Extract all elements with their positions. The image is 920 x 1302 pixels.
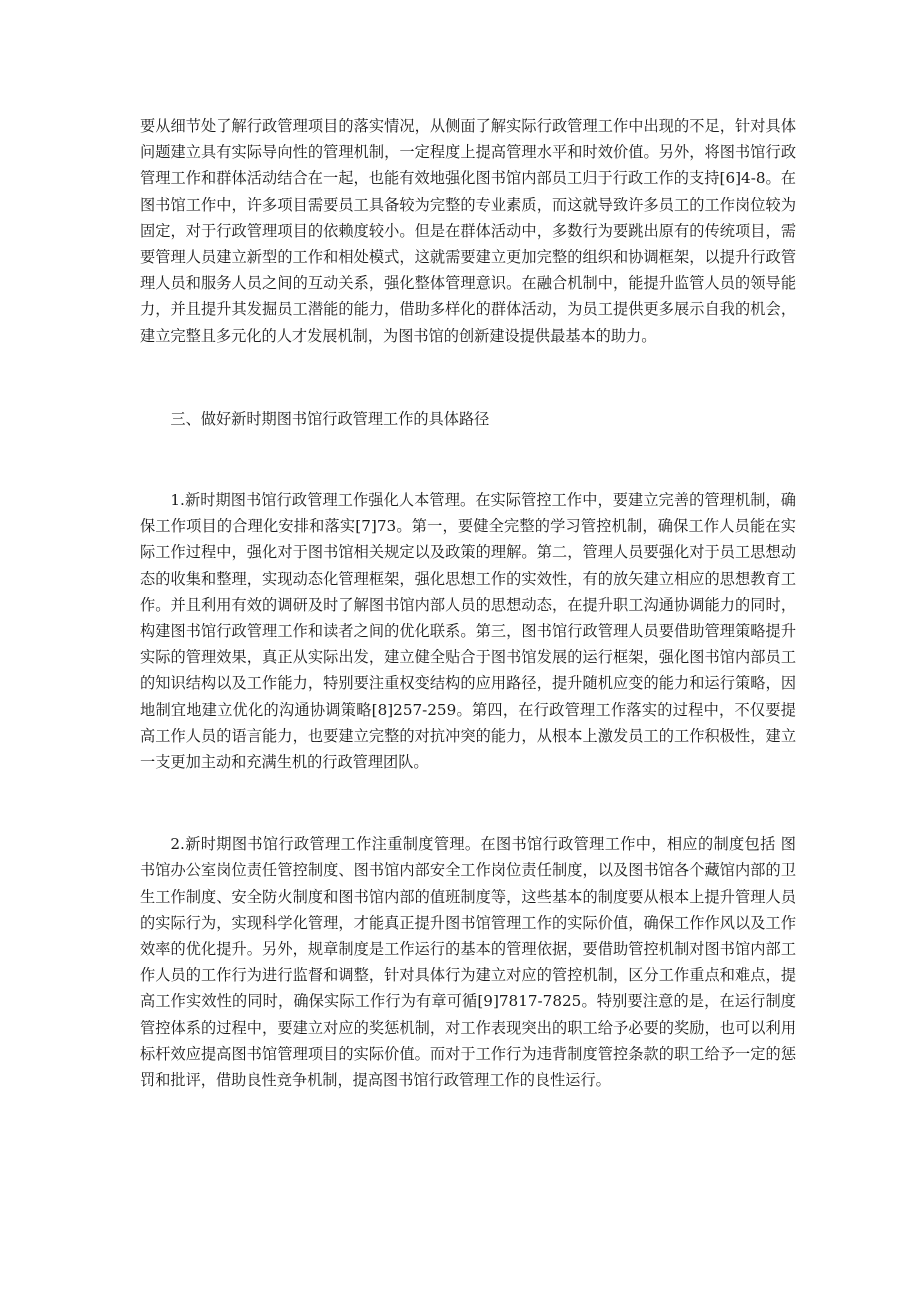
section-heading: 三、做好新时期图书馆行政管理工作的具体路径 bbox=[170, 409, 490, 428]
spacer bbox=[140, 349, 796, 406]
paragraph-humanistic-management: 1.新时期图书馆行政管理工作强化人本管理。在实际管控工作中，要建立完善的管理机制，确保工作项目的合理化安排和落实[7]73。第一，要健全完整的学习管控机制，确保工作人员能在实际工作过程中，强化对于图书馆相关规定以及政策的理解。第二，管理人员要强化对于员工思想动态的收集和整理，实现动态化管理框架，强化思想工作的实效性，有的放矢建立相应的思想教育工作。并且利用有效的调研及时了解图书馆内部人员的思想动态，在提升职工沟通协调能力的同时，构建图书馆行政管理工作和读者之间的优化联系。第三，图书馆行政管理人员要借助管理策略提升实际的管理效果，真正从实际出发，建立健全贴合于图书馆发展的运行框架，强化图书馆内部员工的知识结构以及工作能力，特别要注重权变结构的应用路径，提升随机应变的能力和运行策略，因地制宜地建立优化的沟通协调策略[8]257-259。第四，在行政管理工作落实的过程中，不仅要提高工作人员的语言能力，也要建立完整的对抗冲突的能力，从根本上激发员工的工作积极性，建立一支更加主动和充满生机的行政管理团队。 bbox=[140, 491, 796, 772]
document-page bbox=[140, 113, 796, 1093]
spacer bbox=[140, 432, 796, 487]
paragraph-continuation: 要从细节处了解行政管理项目的落实情况，从侧面了解实际行政管理工作中出现的不足，针对具体问题建立具有实际导向性的管理机制，一定程度上提高管理水平和时效价值。另外，将图书馆行政管理工作和群体活动结合在一起，也能有效地强化图书馆内部员工归于行政工作的支持[6]4-8。在图书馆工作中，许多项目需要员工具备较为完整的专业素质，而这就导致许多员工的工作岗位较为固定，对于行政管理项目的依赖度较小。但是在群体活动中，多数行为要跳出原有的传统项目，需要管理人员建立新型的工作和相处模式，这就需要建立更加完整的组织和协调框架，以提升行政管理人员和服务人员之间的互动关系，强化整体管理意识。在融合机制中，能提升监管人员的领导能力，并且提升其发掘员工潜能的能力，借助多样化的群体活动，为员工提供更多展示自我的机会，建立完整且多元化的人才发展机制，为图书馆的创新建设提供最基本的助力。 bbox=[140, 117, 796, 345]
spacer bbox=[140, 775, 796, 831]
paragraph-system-management: 2.新时期图书馆行政管理工作注重制度管理。在图书馆行政管理工作中，相应的制度包括 图书馆办公室岗位责任管控制度、图书馆内部安全工作岗位责任制度，以及图书馆各个藏馆内部的卫生工作制度、安全防火制度和图书馆内部的值班制度等，这些基本的制度要从根本上提升管理人员的实际行为，实现科学化管理，才能真正提升图书馆管理工作的实际价值，确保工作作风以及工作效率的优化提升。另外，规章制度是工作运行的基本的管理依据，要借助管控机制对图书馆内部工作人员的工作行为进行监督和调整，针对具体行为建立对应的管控机制，区分工作重点和难点，提高工作实效性的同时，确保实际工作行为有章可循[9]7817-7825。特别要注意的是，在运行制度管控体系的过程中，要建立对应的奖惩机制，对工作表现突出的职工给予必要的奖励，也可以利用标杆效应提高图书馆管理项目的实际价值。而对于工作行为违背制度管控条款的职工给予一定的惩罚和批评，借助良性竞争机制，提高图书馆行政管理工作的良性运行。 bbox=[140, 835, 796, 1090]
